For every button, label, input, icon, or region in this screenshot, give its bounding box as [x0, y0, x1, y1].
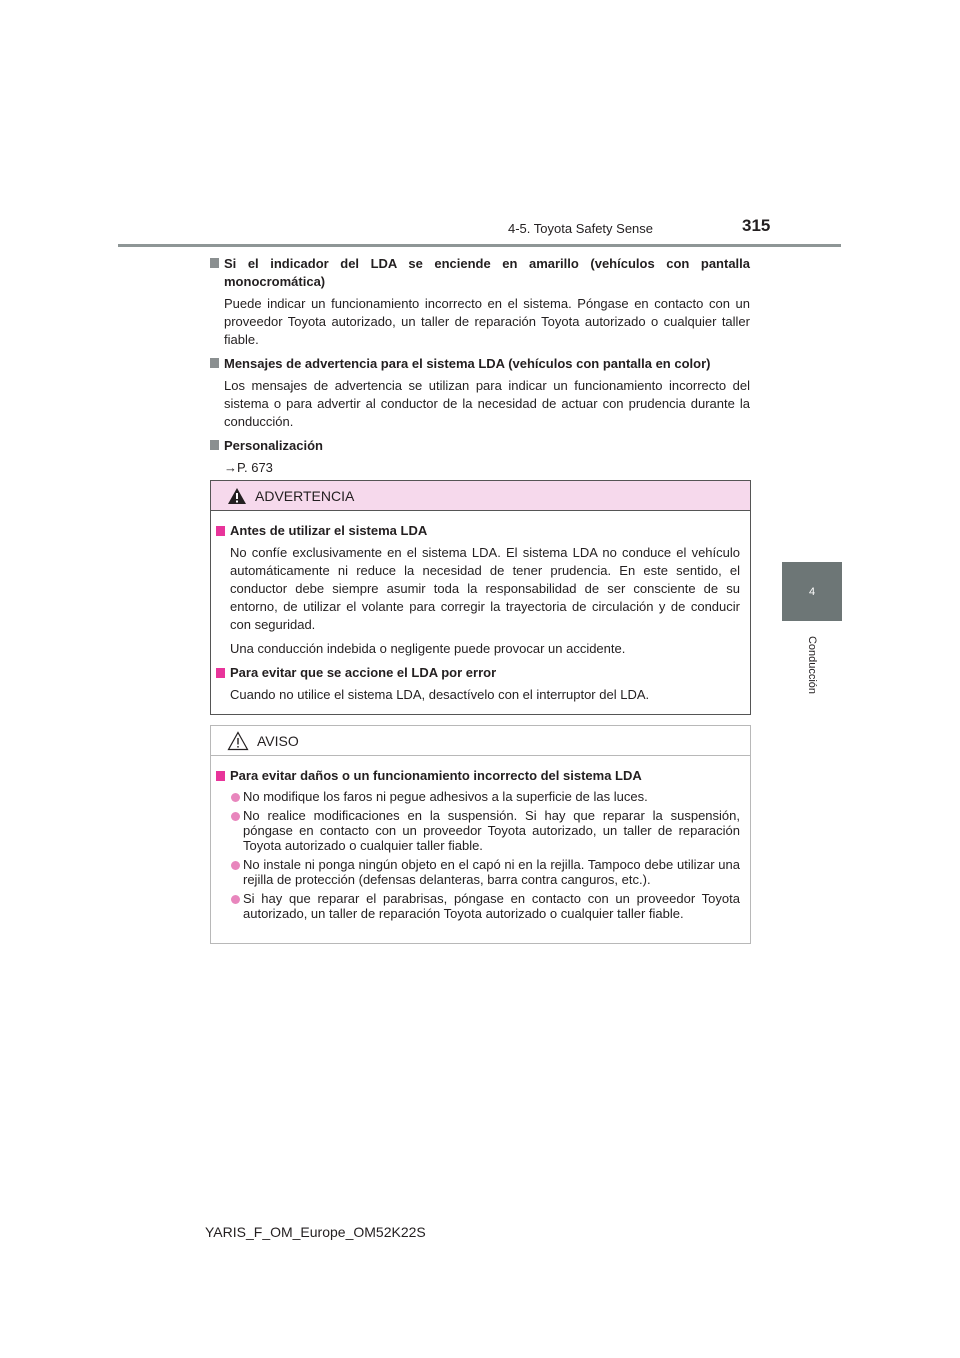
footer-doc-code: YARIS_F_OM_Europe_OM52K22S	[205, 1224, 426, 1240]
section-heading	[210, 255, 750, 291]
square-bullet-icon	[210, 358, 219, 368]
list-item	[216, 891, 740, 921]
square-bullet-icon	[210, 440, 219, 450]
warning-section-heading-text: Para evitar que se accione el LDA por error	[230, 665, 497, 680]
circle-bullet-icon	[231, 861, 240, 870]
warning-box	[210, 480, 751, 715]
list-item-text: Si hay que reparar el parabrisas, póngase en contacto con un proveedor Toyota autorizado, un taller de reparación Toyota autorizado o cualquier taller fiable.	[243, 891, 740, 921]
square-bullet-icon	[210, 258, 219, 268]
warning-box-header	[211, 481, 750, 511]
main-content	[210, 255, 750, 483]
section-heading-text: Personalización	[224, 438, 323, 453]
notice-box	[210, 725, 751, 944]
list-item	[216, 857, 740, 887]
page-reference: →P. 673	[224, 460, 273, 475]
notice-section-heading	[216, 767, 740, 785]
notice-box-body	[211, 756, 750, 921]
warning-box-body	[211, 511, 750, 704]
list-item	[216, 808, 740, 853]
circle-bullet-icon	[231, 812, 240, 821]
list-item-text: No modifique los faros ni pegue adhesivos a la superficie de las luces.	[243, 789, 648, 804]
square-bullet-icon	[216, 771, 225, 781]
list-item-text: No instale ni ponga ningún objeto en el capó ni en la rejilla. Tampoco debe utilizar una rejilla de protección (defensas delanteras, barra contra canguros, etc.).	[243, 857, 740, 887]
section-heading-text: Si el indicador del LDA se enciende en amarillo (vehículos con pantalla monocromática)	[224, 256, 750, 289]
section-body: Puede indicar un funcionamiento incorrecto en el sistema. Póngase en contacto con un proveedor Toyota autorizado, un taller de reparación Toyota autorizado o cualquier taller fiable.	[224, 296, 750, 347]
header-rule	[118, 244, 841, 247]
warning-section-heading-text: Antes de utilizar el sistema LDA	[230, 523, 428, 538]
section-heading-text: Mensajes de advertencia para el sistema LDA (vehículos con pantalla en color)	[224, 356, 711, 371]
section-title: 4-5. Toyota Safety Sense	[508, 221, 654, 236]
caution-triangle-icon	[227, 731, 249, 751]
section-heading	[210, 437, 750, 455]
notice-heading: AVISO	[257, 732, 299, 749]
circle-bullet-icon	[231, 793, 240, 802]
chapter-tab	[782, 562, 842, 621]
chapter-number: 4	[808, 585, 816, 598]
square-bullet-icon	[216, 668, 225, 678]
chapter-label-text: Conducción	[806, 635, 818, 695]
warning-section-heading	[216, 664, 740, 682]
list-item-text: No realice modificaciones en la suspensión. Si hay que reparar la suspensión, póngase en contacto con un proveedor Toyota autorizado, un taller de reparación Toyota autorizado o cualquier taller fiable.	[243, 808, 740, 853]
warning-heading: ADVERTENCIA	[255, 487, 355, 504]
warning-paragraph: Cuando no utilice el sistema LDA, desactívelo con el interruptor del LDA.	[230, 687, 650, 702]
notice-box-header	[211, 726, 750, 756]
square-bullet-icon	[216, 526, 225, 536]
circle-bullet-icon	[231, 895, 240, 904]
warning-triangle-icon	[227, 487, 247, 505]
notice-section-heading-text: Para evitar daños o un funcionamiento incorrecto del sistema LDA	[230, 768, 642, 783]
page-number: 315	[742, 216, 771, 235]
section-body: Los mensajes de advertencia se utilizan para indicar un funcionamiento incorrecto del sistema o para advertir al conductor de la necesidad de actuar con prudencia durante la conducción.	[224, 378, 750, 429]
section-heading	[210, 355, 750, 373]
warning-paragraph: No confíe exclusivamente en el sistema LDA. El sistema LDA no conduce el vehículo automáticamente ni reduce la necesidad de tener prudencia. En este sentido, el conductor debe siempre asumir toda la responsabilidad de ser consciente de su entorno, de utilizar el volante para corregir la trayectoria de circulación y de conducir con seguridad.	[230, 545, 740, 632]
list-item	[216, 789, 740, 804]
chapter-label	[780, 630, 844, 700]
warning-paragraph: Una conducción indebida o negligente puede provocar un accidente.	[230, 641, 626, 656]
warning-section-heading	[216, 522, 740, 540]
